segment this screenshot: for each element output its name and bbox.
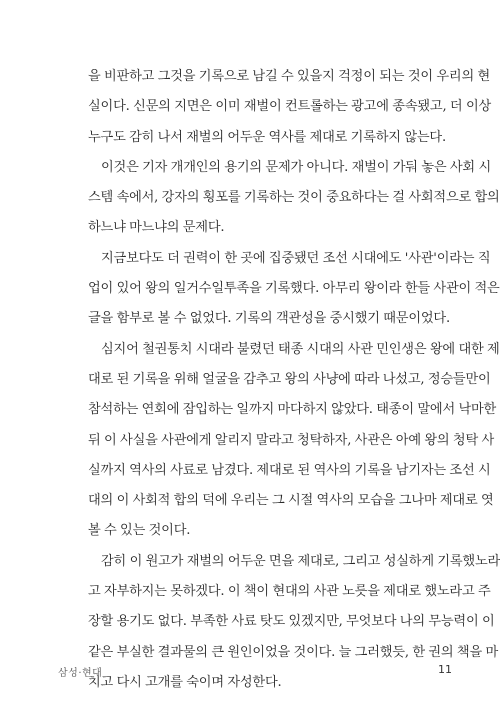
paragraph [88, 62, 492, 153]
text-line: 실까지 역사의 사료로 남겼다. 제대로 된 역사의 기록을 남기자는 조선 시 [88, 462, 491, 478]
text-line: 대로 된 기록을 위해 얼굴을 감추고 왕의 사냥에 따라 나섰고, 정승들만이 [88, 371, 491, 387]
text-line: 업이 있어 왕의 일거수일투족을 기록했다. 아무리 왕이라 한들 사관이 적은 [88, 281, 500, 297]
text-line: 뒤 이 사실을 사관에게 알리지 말라고 청탁하자, 사관은 아예 왕의 청탁 사 [88, 432, 495, 448]
text-line: 치고 다시 고개를 숙이며 자성한다. [88, 674, 282, 690]
paragraph [88, 153, 500, 244]
text-line: 장할 용기도 없다. 부족한 사료 탓도 있겠지만, 무엇보다 나의 무능력이 이 [88, 614, 495, 630]
text-line: 을 비판하고 그것을 기록으로 남길 수 있을지 걱정이 되는 것이 우리의 현 [88, 69, 491, 84]
text-line: 하느냐 마느냐의 문제다. [88, 220, 225, 236]
text-line: 누구도 감히 나서 재벌의 어두운 역사를 제대로 기록하지 않는다. [88, 129, 446, 145]
text-line: 같은 부실한 결과물의 큰 원인이었을 것이다. 늘 그러했듯, 한 권의 책을 마 [88, 644, 499, 660]
text-line: 글을 함부로 볼 수 없었다. 기록의 객관성을 중시했기 때문이었다. [88, 311, 450, 327]
text-line: 심지어 철권통치 시대라 불렸던 태종 시대의 사관 민인생은 왕에 대한 제 [101, 341, 500, 357]
page-number: 11 [438, 663, 452, 676]
text-line: 지금보다도 더 권력이 한 곳에 집중됐던 조선 시대에도 '사관'이라는 직 [101, 250, 491, 266]
paragraph [88, 335, 500, 547]
text-line: 대의 이 사회적 합의 덕에 우리는 그 시절 역사의 모습을 그나마 제대로 엿 [88, 493, 494, 509]
text-line: 스템 속에서, 강자의 횡포를 기록하는 것이 중요하다는 걸 사회적으로 합의 [88, 190, 500, 206]
text-line: 참석하는 연회에 잠입하는 일까지 마다하지 않았다. 태종이 말에서 낙마한 [88, 402, 497, 418]
text-line: 이것은 기자 개개인의 용기의 문제가 아니다. 재벌이 가둬 놓은 사회 시 [101, 159, 492, 175]
text-line: 고 자부하지는 못하겠다. 이 책이 현대의 사관 노릇을 제대로 했노라고 주 [88, 584, 491, 600]
paragraph [88, 244, 500, 335]
text-line: 볼 수 있는 것이다. [88, 523, 191, 539]
text-line: 실이다. 신문의 지면은 이미 재벌이 컨트롤하는 광고에 종속됐고, 더 이상 [88, 99, 492, 115]
running-title: 삼성·현대 [58, 668, 103, 679]
text-line: 감히 이 원고가 재벌의 어두운 면을 제대로, 그리고 성실하게 기록했노라 [101, 553, 500, 569]
